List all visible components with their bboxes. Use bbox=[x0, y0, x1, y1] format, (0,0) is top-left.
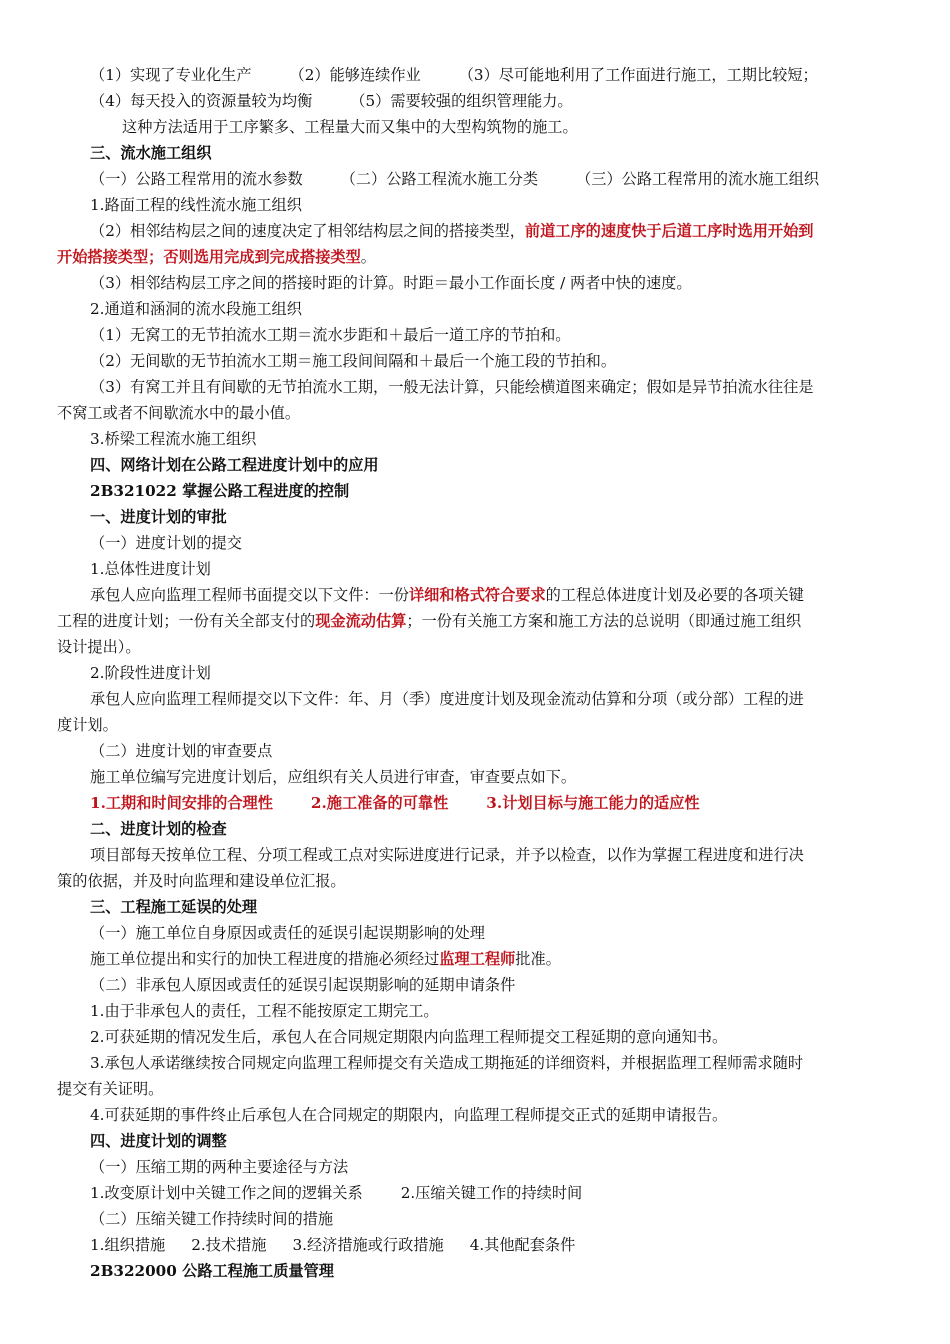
line-2 bbox=[90, 88, 890, 114]
text-l35a: 施工单位提出和实行的加快工程进度的措施必须经过 bbox=[90, 950, 440, 968]
line-20: 1.总体性进度计划 bbox=[90, 560, 211, 578]
line-28: 施工单位编写完进度计划后，应组织有关人员进行审查，审查要点如下。 bbox=[90, 768, 576, 786]
line-45: （二）压缩关键工作持续时间的措施 bbox=[90, 1210, 333, 1228]
text-l46a: 1.组织措施 bbox=[90, 1236, 166, 1254]
line-40: 提交有关证明。 bbox=[57, 1080, 164, 1098]
line-23: 设计提出）。 bbox=[57, 638, 141, 656]
line-34: （一）施工单位自身原因或责任的延误引起误期影响的处理 bbox=[90, 924, 485, 942]
line-25: 承包人应向监理工程师提交以下文件：年、月（季）度进度计划及现金流动估算和分项（或分部）工程的进 bbox=[90, 690, 804, 708]
line-24: 2.阶段性进度计划 bbox=[90, 664, 211, 682]
highlight-l35b: 监理工程师 bbox=[439, 950, 516, 968]
highlight-l29c: 3.计划目标与施工能力的适应性 bbox=[486, 794, 700, 812]
section-heading-approval: 一、进度计划的审批 bbox=[90, 508, 227, 526]
highlight-l8: 开始搭接类型；否则选用完成到完成搭接类型 bbox=[57, 248, 361, 266]
line-46 bbox=[90, 1232, 890, 1258]
text-l2b: （5）需要较强的组织管理能力。 bbox=[350, 92, 573, 110]
line-36: （二）非承包人原因或责任的延误引起误期影响的延期申请条件 bbox=[90, 976, 516, 994]
line-11: （1）无窝工的无节拍流水工期＝流水步距和＋最后一道工序的节拍和。 bbox=[90, 326, 571, 344]
line-6: 1.路面工程的线性流水施工组织 bbox=[90, 196, 302, 214]
line-13: （3）有窝工并且有间歇的无节拍流水工期，一般无法计算，只能绘横道图来确定；假如是异节拍流水往往是 bbox=[90, 378, 814, 396]
line-3: 这种方法适用于工序繁多、工程量大而又集中的大型构筑物的施工。 bbox=[122, 118, 578, 136]
line-41: 4.可获延期的事件终止后承包人在合同规定的期限内，向监理工程师提交正式的延期申请报告。 bbox=[90, 1106, 728, 1124]
line-43: （一）压缩工期的两种主要途径与方法 bbox=[90, 1158, 349, 1176]
text-l5c: （三）公路工程常用的流水施工组织 bbox=[576, 170, 820, 188]
line-38: 2.可获延期的情况发生后，承包人在合同规定期限内向监理工程师提交工程延期的意向通知书。 bbox=[90, 1028, 728, 1046]
section-heading-network-plan: 四、网络计划在公路工程进度计划中的应用 bbox=[90, 456, 379, 474]
line-21 bbox=[90, 582, 890, 608]
section-heading-delay: 三、工程施工延误的处理 bbox=[90, 898, 258, 916]
text-l46d: 4.其他配套条件 bbox=[469, 1236, 576, 1254]
text-l44a: 1.改变原计划中关键工作之间的逻辑关系 bbox=[90, 1184, 363, 1202]
line-12: （2）无间歇的无节拍流水工期＝施工段间间隔和＋最后一个施工段的节拍和。 bbox=[90, 352, 617, 370]
line-44 bbox=[90, 1180, 890, 1206]
text-l1b: （2）能够连续作业 bbox=[289, 66, 421, 84]
line-27: （二）进度计划的审查要点 bbox=[90, 742, 273, 760]
line-35 bbox=[90, 946, 890, 972]
text-l21a: 承包人应向监理工程师书面提交以下文件：一份 bbox=[90, 586, 409, 604]
text-l22a: 工程的进度计划；一份有关全部支付的 bbox=[57, 612, 316, 630]
text-l5a: （一）公路工程常用的流水参数 bbox=[90, 170, 303, 188]
text-l35c: 批准。 bbox=[515, 950, 561, 968]
highlight-l29b: 2.施工准备的可靠性 bbox=[310, 794, 449, 812]
highlight-l22b: 现金流动估算 bbox=[315, 612, 407, 630]
line-5 bbox=[90, 166, 890, 192]
text-l1a: （1）实现了专业化生产 bbox=[90, 66, 252, 84]
text-l46c: 3.经济措施或行政措施 bbox=[292, 1236, 444, 1254]
section-heading-2b322000: 2B322000 公路工程施工质量管理 bbox=[90, 1262, 334, 1280]
text-l22c: ；一份有关施工方案和施工方法的总说明（即通过施工组织 bbox=[406, 612, 802, 630]
line-26: 度计划。 bbox=[57, 716, 118, 734]
text-l46b: 2.技术措施 bbox=[191, 1236, 267, 1254]
line-8 bbox=[57, 244, 857, 270]
section-heading-adjustment: 四、进度计划的调整 bbox=[90, 1132, 227, 1150]
line-31: 项目部每天按单位工程、分项工程或工点对实际进度进行记录，并予以检查，以作为掌握工程进度和进行决 bbox=[90, 846, 804, 864]
line-32: 策的依据，并及时向监理和建设单位汇报。 bbox=[57, 872, 346, 890]
text-l7a: （2）相邻结构层之间的速度决定了相邻结构层之间的搭接类型， bbox=[90, 222, 525, 240]
text-l5b: （二）公路工程流水施工分类 bbox=[340, 170, 539, 188]
text-l21c: 的工程总体进度计划及必要的各项关键 bbox=[545, 586, 804, 604]
line-22 bbox=[57, 608, 857, 634]
line-9: （3）相邻结构层工序之间的搭接时距的计算。时距＝最小工作面长度 / 两者中快的速度。 bbox=[90, 274, 692, 292]
line-19: （一）进度计划的提交 bbox=[90, 534, 242, 552]
section-heading-2b321022: 2B321022 掌握公路工程进度的控制 bbox=[90, 482, 350, 500]
line-29 bbox=[90, 790, 890, 816]
line-7 bbox=[90, 218, 890, 244]
section-heading-flow-construction: 三、流水施工组织 bbox=[90, 144, 212, 162]
line-37: 1.由于非承包人的责任，工程不能按原定工期完工。 bbox=[90, 1002, 439, 1020]
line-10: 2.通道和涵洞的流水段施工组织 bbox=[90, 300, 302, 318]
highlight-l7b: 前道工序的速度快于后道工序时选用开始到 bbox=[524, 222, 814, 240]
line-14: 不窝工或者不间歇流水中的最小值。 bbox=[57, 404, 300, 422]
line-15: 3.桥梁工程流水施工组织 bbox=[90, 430, 257, 448]
highlight-l29a: 1.工期和时间安排的合理性 bbox=[90, 794, 273, 812]
line-1 bbox=[90, 62, 890, 88]
section-heading-inspection: 二、进度计划的检查 bbox=[90, 820, 227, 838]
highlight-l21b: 详细和格式符合要求 bbox=[408, 586, 546, 604]
text-l1c: （3）尽可能地利用了工作面进行施工，工期比较短； bbox=[458, 66, 818, 84]
text-l44b: 2.压缩关键工作的持续时间 bbox=[400, 1184, 583, 1202]
text-l8end: 。 bbox=[360, 248, 376, 266]
line-39: 3.承包人承诺继续按合同规定向监理工程师提交有关造成工期拖延的详细资料，并根据监理工程师需求随时 bbox=[90, 1054, 804, 1072]
text-l2a: （4）每天投入的资源量较为均衡 bbox=[90, 92, 313, 110]
